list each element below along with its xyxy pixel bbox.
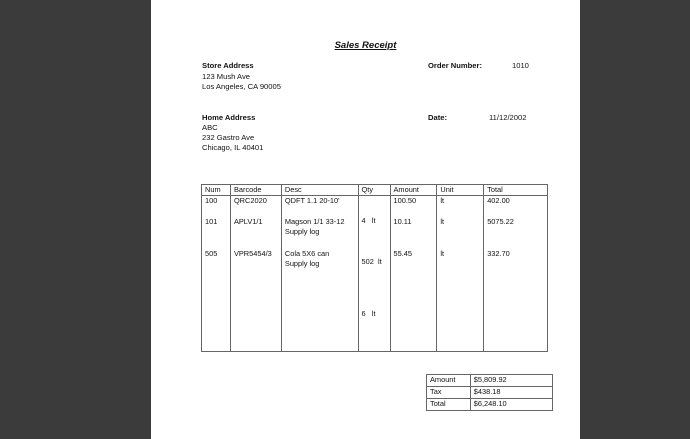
totals-row-tax xyxy=(427,387,553,399)
totals-table xyxy=(426,374,553,411)
receipt-page xyxy=(151,0,580,439)
totals-row-total xyxy=(427,399,553,411)
total-column xyxy=(484,196,548,352)
home-address-line3: Chicago, IL 40401 xyxy=(202,143,264,152)
totals-total-value: $6,248.10 xyxy=(470,399,552,411)
header-barcode: Barcode xyxy=(230,185,281,196)
cell-barcode: VPR5454/3 xyxy=(233,249,272,258)
home-address-line1: ABC xyxy=(202,123,218,132)
cell-desc-sub: Supply log xyxy=(284,227,320,236)
cell-desc: Magson 1/1 33-12 xyxy=(284,217,345,226)
cell-unit: lt xyxy=(440,196,445,205)
amount-column xyxy=(390,196,437,352)
home-address-line2: 232 Gastro Ave xyxy=(202,133,255,142)
header-total: Total xyxy=(484,185,548,196)
unit-column xyxy=(437,196,484,352)
num-column xyxy=(202,196,231,352)
cell-unit: lt xyxy=(440,249,445,258)
cell-num: 101 xyxy=(205,217,218,226)
store-address-line1: 123 Mush Ave xyxy=(202,72,250,81)
header-desc: Desc xyxy=(281,185,358,196)
home-address-label: Home Address xyxy=(202,113,256,122)
barcode-column xyxy=(230,196,281,352)
cell-num: 505 xyxy=(205,249,218,258)
header-amount: Amount xyxy=(390,185,437,196)
cell-num: 100 xyxy=(205,196,218,205)
cell-barcode: QRC2020 xyxy=(233,196,267,205)
page-title: Sales Receipt xyxy=(334,40,397,51)
cell-desc: QDFT 1.1 20-10' xyxy=(284,196,340,205)
cell-qty: 6 lt xyxy=(361,309,376,318)
items-table xyxy=(201,184,548,352)
cell-barcode: APLV1/1 xyxy=(233,217,263,226)
totals-tax-value: $438.18 xyxy=(470,387,552,399)
cell-qty: 4 lt xyxy=(361,216,376,225)
cell-amount: 10.11 xyxy=(393,217,412,226)
cell-desc: Cola 5X6 can xyxy=(284,249,330,258)
store-address-line2: Los Angeles, CA 90005 xyxy=(202,82,281,91)
cell-total: 5075.22 xyxy=(487,217,514,226)
totals-row-amount xyxy=(427,375,553,387)
store-address-label: Store Address xyxy=(202,61,254,70)
order-number-label: Order Number: xyxy=(428,61,483,70)
qty-column xyxy=(358,196,390,352)
table-body-row xyxy=(202,196,548,352)
desc-column xyxy=(281,196,358,352)
order-number-value: 1010 xyxy=(512,61,529,70)
cell-total: 402.00 xyxy=(487,196,510,205)
header-unit: Unit xyxy=(437,185,484,196)
cell-amount: 55.45 xyxy=(393,249,412,258)
header-qty: Qty xyxy=(358,185,390,196)
totals-total-label: Total xyxy=(427,399,471,411)
date-label: Date: xyxy=(428,113,447,122)
cell-total: 332.70 xyxy=(487,249,510,258)
cell-unit: lt xyxy=(440,217,445,226)
cell-desc-sub: Supply log xyxy=(284,259,320,268)
totals-tax-label: Tax xyxy=(427,387,471,399)
table-header-row xyxy=(202,185,548,196)
totals-amount-value: $5,809.92 xyxy=(470,375,552,387)
header-num: Num xyxy=(202,185,231,196)
totals-amount-label: Amount xyxy=(427,375,471,387)
cell-qty: 502 lt xyxy=(361,257,382,266)
date-value: 11/12/2002 xyxy=(489,113,527,122)
cell-amount: 100.50 xyxy=(393,196,417,205)
